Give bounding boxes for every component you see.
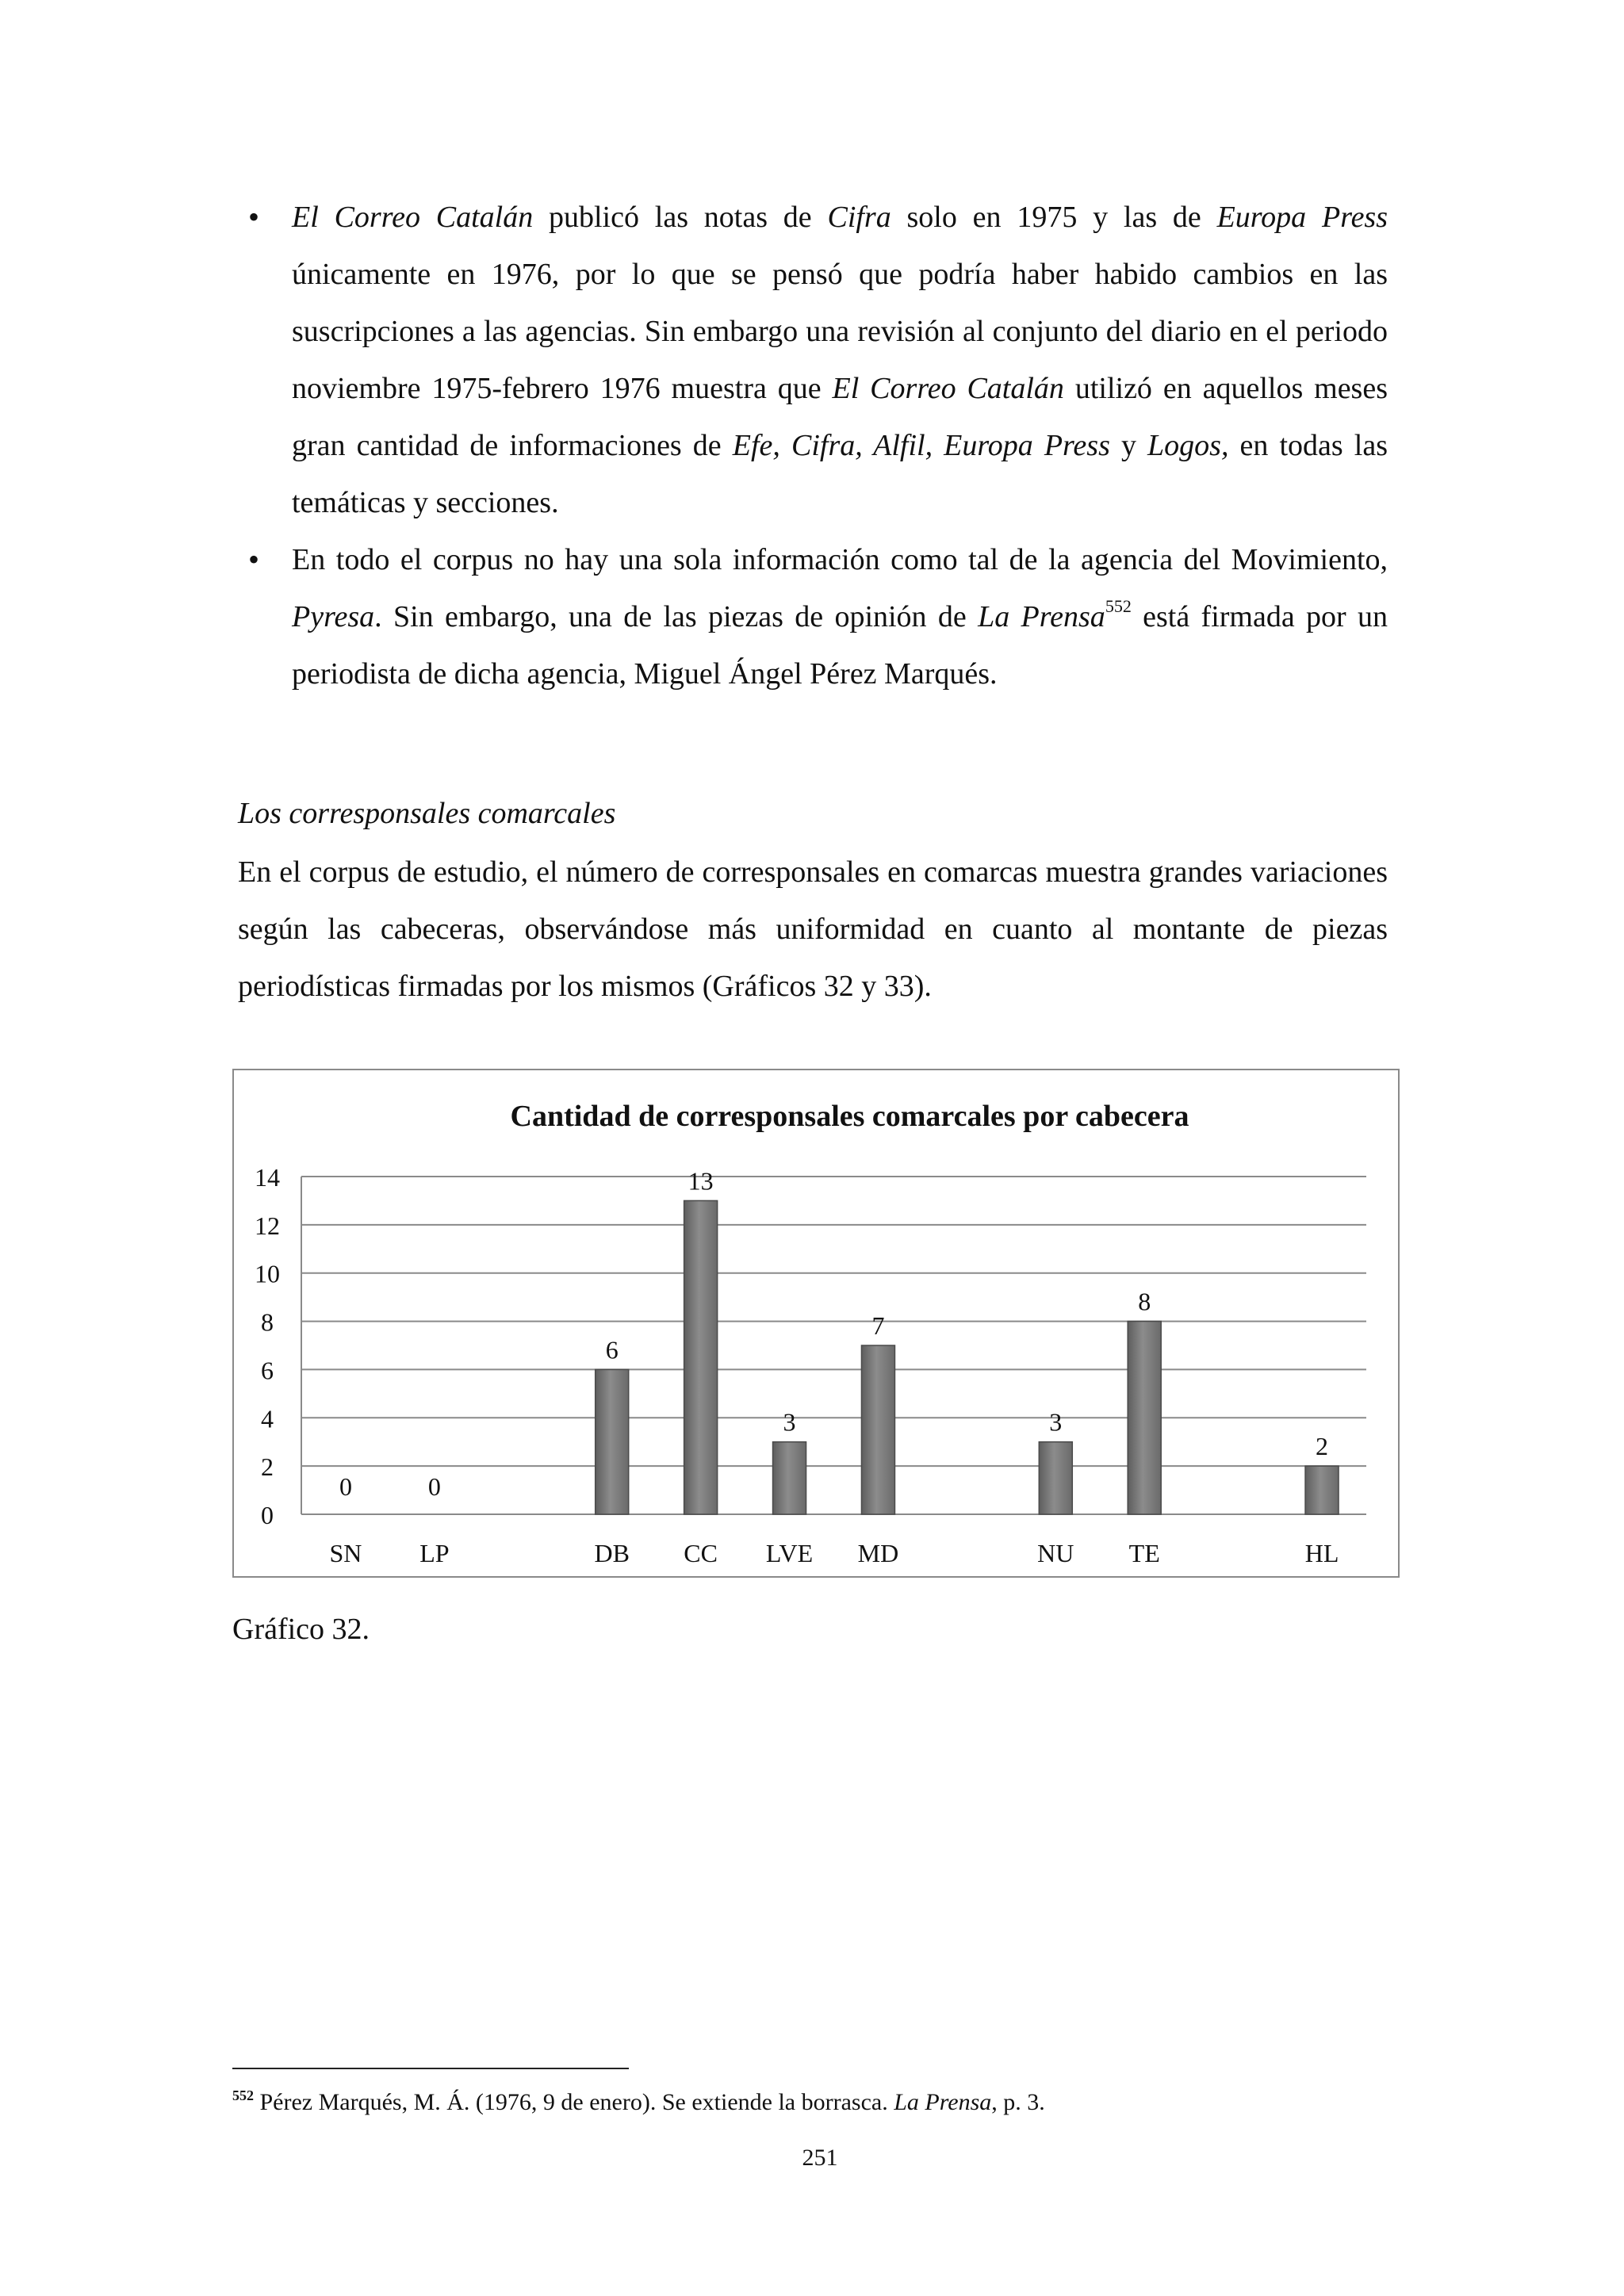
italic-text: Cifra bbox=[827, 201, 891, 234]
text-run: En todo el corpus no hay una sola información como tal de la agencia del Movimiento, bbox=[292, 543, 1388, 576]
text-run: está firmada por un periodista de dicha agencia, Miguel Ángel Pérez Marqués. bbox=[292, 600, 1388, 691]
bar-chart-svg bbox=[234, 1070, 1398, 1576]
text-run: , p. 3. bbox=[991, 2089, 1045, 2115]
bar bbox=[596, 1369, 629, 1514]
x-tick-label: LP bbox=[419, 1539, 450, 1567]
y-tick-label: 0 bbox=[261, 1501, 274, 1529]
page-number: 251 bbox=[802, 2145, 838, 2171]
data-label: 0 bbox=[427, 1472, 441, 1501]
figure-caption: Gráfico 32. bbox=[232, 1613, 370, 1646]
y-tick-label: 14 bbox=[255, 1163, 280, 1192]
x-tick-label: LVE bbox=[765, 1539, 814, 1567]
italic-text: La Prensa bbox=[978, 600, 1105, 633]
x-tick-label: HL bbox=[1304, 1539, 1339, 1567]
italic-text: El Correo Catalán bbox=[292, 201, 534, 234]
text-run: y bbox=[1109, 429, 1148, 462]
data-label: 0 bbox=[339, 1472, 352, 1501]
bar bbox=[773, 1442, 806, 1514]
italic-text: La Prensa bbox=[894, 2089, 992, 2115]
y-tick-label: 10 bbox=[255, 1259, 280, 1288]
text-run: . Sin embargo, una de las piezas de opinión de bbox=[374, 600, 979, 633]
section-heading: Los corresponsales comarcales bbox=[238, 797, 616, 830]
footnote bbox=[232, 2084, 1390, 2122]
bullet-item-correo-catalan bbox=[238, 189, 1388, 531]
y-tick-label: 8 bbox=[261, 1307, 274, 1337]
text-run: únicamente en 1976, por lo que se pensó que podría haber habido cambios en las suscripciones a las agencias. Sin embargo una revisión al conjunto del diario en el periodo noviembre 1975-febrero 1976 muestra que bbox=[292, 258, 1388, 405]
footnote-divider bbox=[232, 2068, 629, 2069]
y-tick-label: 12 bbox=[255, 1211, 280, 1240]
y-tick-label: 6 bbox=[261, 1356, 274, 1385]
data-label: 13 bbox=[688, 1166, 714, 1196]
text-run: Pérez Marqués, M. Á. (1976, 9 de enero). Se extiende la borrasca. bbox=[254, 2089, 894, 2115]
bullet-text bbox=[292, 189, 1388, 531]
text-run: utilizó en aquellos meses gran cantidad de informaciones de bbox=[292, 372, 1388, 462]
bar bbox=[1128, 1322, 1161, 1514]
bar bbox=[684, 1200, 718, 1514]
x-tick-label: DB bbox=[594, 1539, 630, 1567]
bullet-text bbox=[292, 531, 1388, 702]
y-tick-label: 2 bbox=[261, 1452, 274, 1482]
data-label: 6 bbox=[605, 1335, 619, 1364]
data-label: 7 bbox=[871, 1311, 885, 1340]
x-tick-label: TE bbox=[1128, 1539, 1160, 1567]
data-label: 3 bbox=[783, 1407, 796, 1437]
bar bbox=[1039, 1442, 1072, 1514]
italic-text: Europa Press bbox=[1216, 201, 1388, 234]
body-paragraph: En el corpus de estudio, el número de corresponsales en comarcas muestra grandes variaciones según las cabeceras, observándose más uniformidad en cuanto al montante de piezas periodísticas firmadas por los mismos (Gráficos 32 y 33). bbox=[238, 855, 1388, 1003]
bullet-marker: • bbox=[247, 541, 259, 577]
footnote-reference: 552 bbox=[1105, 596, 1132, 616]
bar bbox=[861, 1345, 894, 1514]
footnote-number: 552 bbox=[232, 2087, 254, 2103]
chart-title: Cantidad de corresponsales comarcales por cabecera bbox=[510, 1100, 1189, 1133]
bullet-item-pyresa bbox=[238, 531, 1388, 702]
italic-text: Efe, Cifra, Alfil, Europa Press bbox=[732, 429, 1110, 462]
y-tick-label: 4 bbox=[261, 1404, 274, 1433]
italic-text: Logos, bbox=[1147, 429, 1229, 462]
italic-text: Pyresa bbox=[292, 600, 375, 633]
data-label: 8 bbox=[1138, 1287, 1151, 1316]
data-label: 3 bbox=[1049, 1407, 1063, 1437]
text-run: solo en 1975 y las de bbox=[891, 201, 1217, 234]
text-run: publicó las notas de bbox=[533, 201, 828, 234]
italic-text: El Correo Catalán bbox=[832, 372, 1064, 405]
text-run: en todas las temáticas y secciones. bbox=[292, 429, 1388, 519]
bullet-marker: • bbox=[247, 199, 259, 235]
x-tick-label: NU bbox=[1037, 1539, 1074, 1567]
bar bbox=[1305, 1466, 1339, 1514]
x-tick-label: MD bbox=[857, 1539, 899, 1567]
x-tick-label: CC bbox=[684, 1539, 718, 1567]
bar-chart bbox=[232, 1069, 1400, 1578]
x-tick-label: SN bbox=[329, 1539, 362, 1567]
data-label: 2 bbox=[1316, 1432, 1329, 1461]
